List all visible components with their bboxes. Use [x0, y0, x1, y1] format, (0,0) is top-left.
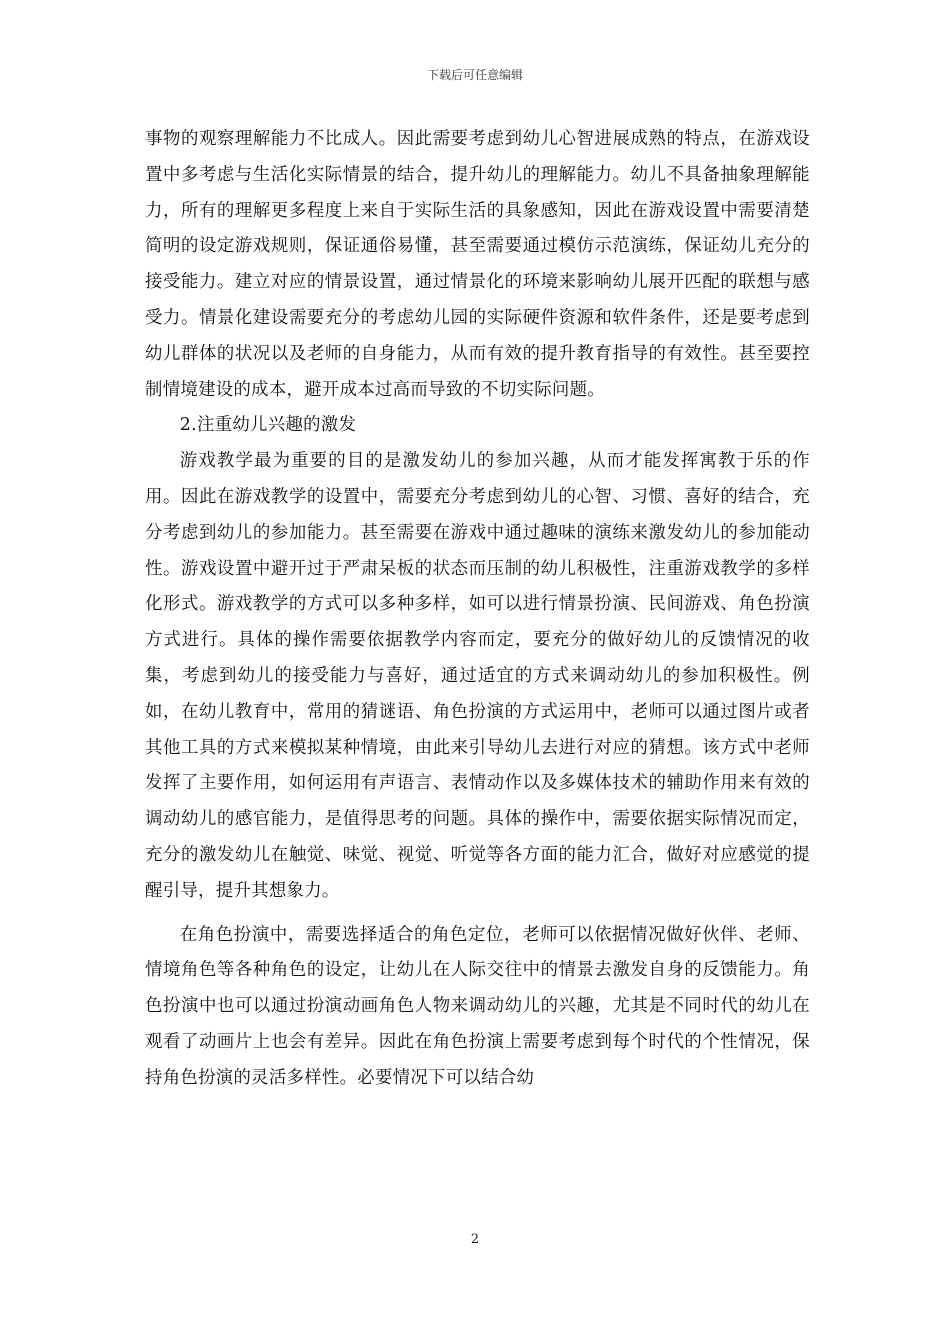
page-number: 2 [470, 1232, 480, 1247]
paragraph: 游戏教学最为重要的目的是激发幼儿的参加兴趣，从而才能发挥寓教于乐的作用。因此在游戏教学的设置中，需要充分考虑到幼儿的心智、习惯、喜好的结合，充分考虑到幼儿的参加能力。甚至需要在游戏中通过趣味的演练来激发幼儿的参加能动性。游戏设置中避开过于严肃呆板的状态而压制的幼儿积极性，注重游戏教学的多样化形式。游戏教学的方式可以多种多样，如可以进行情景扮演、民间游戏、角色扮演方式进行。具体的操作需要依据教学内容而定，要充分的做好幼儿的反馈情况的收集，考虑到幼儿的接受能力与喜好，通过适宜的方式来调动幼儿的参加积极性。例如，在幼儿教育中，常用的猜谜语、角色扮演的方式运用中，老师可以通过图片或者其他工具的方式来模拟某种情境，由此来引导幼儿去进行对应的猜想。该方式中老师发挥了主要作用，如何运用有声语言、表情动作以及多媒体技术的辅助作用来有效的调动幼儿的感官能力，是值得思考的问题。具体的操作中，需要依据实际情况而定，充分的激发幼儿在触觉、味觉、视觉、听觉等各方面的能力汇合，做好对应感觉的提醒引导，提升其想象力。 [145, 451, 810, 901]
document-body [145, 122, 810, 1097]
paragraph: 在角色扮演中，需要选择适合的角色定位，老师可以依据情况做好伙伴、老师、情境角色等各种角色的设定，让幼儿在人际交往中的情景去激发自身的反馈能力。角色扮演中也可以通过扮演动画角色人物来调动幼儿的兴趣，尤其是不同时代的幼儿在观看了动画片上也会有差异。因此在角色扮演上需要考虑到每个时代的个性情况，保持角色扮演的灵活多样性。必要情况下可以结合幼 [145, 924, 810, 1088]
section-heading: 2.注重幼儿兴趣的激发 [179, 415, 357, 436]
page-header: 下载后可任意编辑 [426, 68, 523, 82]
paragraph-continued: 事物的观察理解能力不比成人。因此需要考虑到幼儿心智进展成熟的特点，在游戏设置中多考虑与生活化实际情景的结合，提升幼儿的理解能力。幼儿不具备抽象理解能力，所有的理解更多程度上来自于实际生活的具象感知，因此在游戏设置中需要清楚简明的设定游戏规则，保证通俗易懂，甚至需要通过模仿示范演练，保证幼儿充分的接受能力。建立对应的情景设置，通过情景化的环境来影响幼儿展开匹配的联想与感受力。情景化建设需要充分的考虑幼儿园的实际硬件资源和软件条件，还是要考虑到幼儿群体的状况以及老师的自身能力，从而有效的提升教育指导的有效性。甚至要控制情境建设的成本，避开成本过高而导致的不切实际问题。 [145, 129, 810, 400]
